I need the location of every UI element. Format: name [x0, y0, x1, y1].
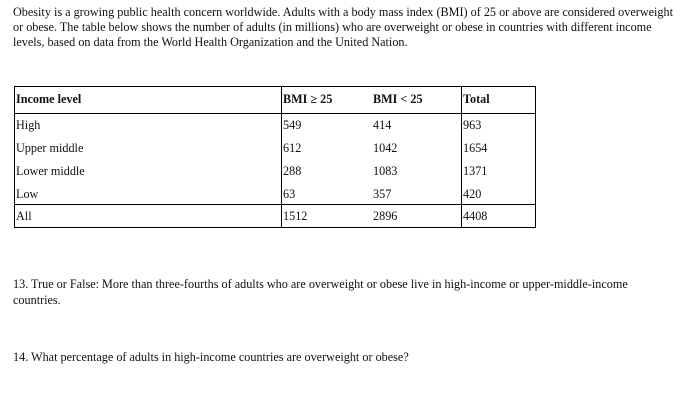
cell-total: 1654 [463, 141, 488, 155]
cell-bmi-lt-25: 2896 [373, 209, 398, 223]
cell-income-level: Low [16, 187, 39, 201]
cell-income-level: All [16, 209, 32, 223]
cell-bmi-ge-25: 612 [283, 141, 302, 155]
table-row [15, 160, 535, 183]
cell-total: 1371 [463, 164, 488, 178]
cell-total: 420 [463, 187, 482, 201]
question-14: 14. What percentage of adults in high-income countries are overweight or obese? [13, 350, 409, 364]
table-header-row [15, 87, 535, 114]
cell-bmi-lt-25: 357 [373, 187, 392, 201]
header-bmi-lt-25: BMI < 25 [373, 92, 423, 106]
cell-bmi-ge-25: 1512 [283, 209, 308, 223]
cell-bmi-ge-25: 63 [283, 187, 296, 201]
cell-income-level: Lower middle [16, 164, 85, 178]
cell-bmi-lt-25: 1042 [373, 141, 398, 155]
table-row [15, 183, 535, 206]
cell-bmi-lt-25: 1083 [373, 164, 398, 178]
table-total-row [15, 204, 535, 228]
header-total: Total [463, 92, 490, 106]
intro-paragraph: Obesity is a growing public health concern worldwide. Adults with a body mass index (BMI) of 25 or above are considered overweight or obese. The table below shows the number of adults (in millions) who are overweight or obese in countries with different income levels, based on data from the World Health Organization and the United Nation. [13, 5, 673, 49]
question-13: 13. True or False: More than three-fourths of adults who are overweight or obese live in high-income or upper-middle-income countries. [13, 277, 628, 307]
header-bmi-ge-25: BMI ≥ 25 [283, 92, 333, 106]
cell-total: 4408 [463, 209, 488, 223]
cell-bmi-ge-25: 288 [283, 164, 302, 178]
table-row [15, 114, 535, 137]
cell-income-level: Upper middle [16, 141, 84, 155]
table-row [15, 137, 535, 160]
cell-bmi-lt-25: 414 [373, 118, 392, 132]
cell-income-level: High [16, 118, 41, 132]
header-income-level: Income level [16, 92, 82, 106]
cell-bmi-ge-25: 549 [283, 118, 302, 132]
cell-total: 963 [463, 118, 482, 132]
bmi-table [14, 86, 536, 228]
